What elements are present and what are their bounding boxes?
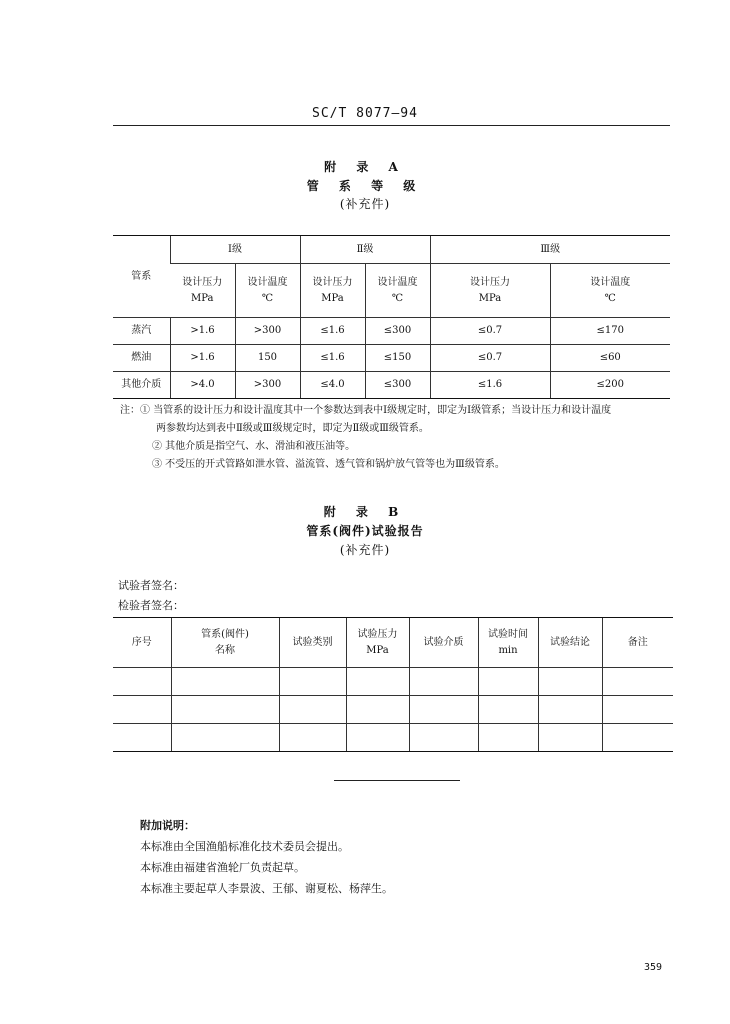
cell: >300: [235, 372, 300, 399]
header-pressure: 设计压力 MPa: [300, 264, 365, 318]
cell: >1.6: [170, 345, 235, 372]
end-rule: [334, 780, 460, 781]
cell: ≤170: [550, 318, 670, 345]
note-1: 注：① 当管系的设计压力和设计温度其中一个参数达到表中Ⅰ级规定时，即定为Ⅰ级管系；当设计压力和设计温度: [120, 405, 612, 416]
note-3: ③ 不受压的开式管路如泄水管、溢流管、透气管和锅炉放气管等也为Ⅲ级管系。: [152, 459, 505, 470]
table-row: [113, 318, 670, 345]
table-row: [113, 372, 670, 399]
cell: ≤0.7: [430, 345, 550, 372]
header-conclusion: 试验结论: [538, 618, 602, 668]
cell: ≤4.0: [300, 372, 365, 399]
cell: ≤300: [365, 318, 430, 345]
header-pressure: 设计压力 MPa: [430, 264, 550, 318]
header-class-3: Ⅲ级: [430, 236, 670, 264]
additional-line-2: 本标准由福建省渔轮厂负责起草。: [140, 861, 305, 874]
note-1-cont: 两参数均达到表中Ⅱ级或Ⅲ级规定时，即定为Ⅱ级或Ⅲ级管系。: [156, 423, 429, 434]
header-seq: 序号: [113, 618, 171, 668]
test-report-table: [113, 617, 673, 752]
inspector-signature-label: 检验者签名：: [118, 599, 184, 612]
note-2: ② 其他介质是指空气、水、滑油和液压油等。: [152, 441, 356, 452]
cell: >4.0: [170, 372, 235, 399]
cell: ≤0.7: [430, 318, 550, 345]
header-temperature: 设计温度 ℃: [235, 264, 300, 318]
header-temperature: 设计温度 ℃: [365, 264, 430, 318]
standard-number: SC/T 8077—94: [312, 106, 418, 121]
cell: ≤150: [365, 345, 430, 372]
appendix-b-subtitle: 管系(阀件)试验报告: [306, 524, 424, 538]
cell: 蒸汽: [113, 318, 170, 345]
cell: 燃油: [113, 345, 170, 372]
cell: >300: [235, 318, 300, 345]
header-test-medium: 试验介质: [409, 618, 478, 668]
cell: ≤1.6: [300, 318, 365, 345]
appendix-b-title: 附 录 B: [323, 505, 407, 519]
appendix-a-note: (补充件): [339, 197, 391, 211]
header-pipe-system: 管系: [113, 236, 170, 318]
cell: ≤1.6: [430, 372, 550, 399]
table-row: [113, 345, 670, 372]
appendix-b-note: (补充件): [339, 543, 391, 557]
table-row: [113, 724, 673, 752]
header-test-type: 试验类别: [279, 618, 346, 668]
table-row: [113, 668, 673, 696]
header-temperature: 设计温度 ℃: [550, 264, 670, 318]
pipe-class-table: [113, 235, 670, 399]
header-pressure: 设计压力 MPa: [170, 264, 235, 318]
header-rule: [113, 125, 670, 126]
appendix-a-subtitle: 管 系 等 级: [306, 179, 424, 193]
page-number: 359: [644, 962, 663, 973]
cell: >1.6: [170, 318, 235, 345]
cell: 其他介质: [113, 372, 170, 399]
header-name: 管系(阀件) 名称: [171, 618, 279, 668]
cell: ≤60: [550, 345, 670, 372]
cell: ≤200: [550, 372, 670, 399]
header-class-1: Ⅰ级: [170, 236, 300, 264]
additional-line-1: 本标准由全国渔船标准化技术委员会提出。: [140, 840, 349, 853]
table-row: [113, 696, 673, 724]
additional-notes: [140, 815, 393, 899]
header-test-pressure: 试验压力 MPa: [346, 618, 409, 668]
header-test-time: 试验时间 min: [478, 618, 538, 668]
cell: 150: [235, 345, 300, 372]
cell: ≤300: [365, 372, 430, 399]
appendix-a-title: 附 录 A: [324, 160, 406, 174]
tester-signature-label: 试验者签名：: [118, 579, 184, 592]
additional-notes-title: 附加说明：: [140, 819, 195, 832]
additional-line-3: 本标准主要起草人李景波、王郁、谢夏松、杨萍生。: [140, 882, 393, 895]
cell: ≤1.6: [300, 345, 365, 372]
header-class-2: Ⅱ级: [300, 236, 430, 264]
table-notes: [120, 402, 680, 474]
header-remarks: 备注: [602, 618, 673, 668]
